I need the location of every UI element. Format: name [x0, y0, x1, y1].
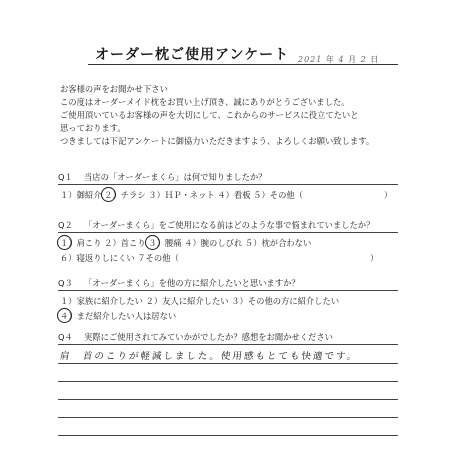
q2-option-2[interactable]: ２）首こり — [104, 238, 146, 248]
answer-line — [58, 363, 398, 364]
date-day-label: 日 — [370, 55, 380, 64]
q1-question — [58, 171, 267, 183]
q4-rule — [58, 344, 398, 345]
date — [298, 54, 379, 65]
q3-options-row2 — [60, 310, 176, 322]
q2-option-1-circled[interactable]: １ — [60, 238, 69, 248]
intro-line: つきましては下記アンケートに御協力いただきますよう、よろしくお願い致します。 — [60, 136, 375, 146]
q2-number: Q２ — [58, 220, 73, 230]
q1-options — [60, 189, 303, 201]
q2-option-7[interactable]: ７その他（ — [137, 253, 179, 263]
q2-options-row2 — [60, 252, 179, 264]
q1-option-4[interactable]: ４）看板 — [217, 190, 251, 200]
q3-option-2[interactable]: ２）友人に紹介したい — [145, 296, 229, 306]
intro-line: 思っております。 — [60, 123, 126, 133]
q3-option-1[interactable]: １）家族に紹介したい — [60, 296, 143, 306]
q3-option-3[interactable]: ３）その他の方に紹介したい — [231, 296, 340, 306]
intro-line: この度はオーダーメイド枕をお買い上げ頂き、誠にありがとうございました。 — [60, 97, 350, 107]
date-month-label: 月 — [348, 55, 358, 64]
q2-option-4[interactable]: ４）腕のしびれ — [184, 238, 243, 248]
q4-handwritten-answer[interactable]: 肩 首のこりが軽減しました。使用感もとても快適です。 — [59, 351, 359, 362]
date-day: 2 — [360, 55, 367, 64]
q3-rule — [58, 290, 398, 291]
q3-text: 「オーダーまくら」を他の方に紹介したいと思いますか？ — [84, 278, 300, 288]
date-month: 4 — [338, 55, 345, 64]
date-year-label: 年 — [325, 55, 335, 64]
q2-options-row1 — [60, 237, 311, 249]
q2-question — [58, 219, 374, 231]
intro-line: お客様の声をお聞かせ下さい — [60, 84, 168, 94]
answer-line — [58, 399, 398, 400]
q1-option-2[interactable]: ）チラシ — [112, 190, 146, 200]
answer-line — [58, 417, 398, 418]
q2-option-1[interactable]: ）肩こり — [68, 238, 102, 248]
q1-rule — [58, 184, 398, 185]
q2-option-3[interactable]: ）腰痛 — [156, 238, 182, 248]
intro-line: ご使用頂いているお客様の声を大切にして、これからのサービスに役立てたいと — [60, 110, 359, 120]
q4-question — [58, 331, 333, 343]
date-year: 2021 — [298, 55, 323, 64]
q4-text: 実際にご使用されてみていかがでしたか？感想をお聞かせください — [84, 332, 333, 342]
q1-option-1[interactable]: １）御紹介 — [60, 190, 102, 200]
q3-question — [58, 277, 300, 289]
q4-number: Q４ — [58, 332, 73, 342]
q1-option-5[interactable]: ５）その他（ — [253, 190, 303, 200]
q1-number: Q１ — [58, 172, 73, 182]
q3-number: Q３ — [58, 278, 73, 288]
intro-text — [60, 83, 440, 148]
q3-option-4[interactable]: ）まだ紹介したい人は居ない — [68, 311, 177, 321]
q1-text: 当店の「オーダーまくら」は何で知りましたか？ — [84, 172, 267, 182]
q2-option-5[interactable]: ５）枕が合わない — [244, 238, 312, 248]
q2-option-3-circled[interactable]: ３ — [148, 238, 157, 248]
q2-text: 「オーダーまくら」をご使用になる前はどのような事で悩まれていましたか？ — [84, 220, 375, 230]
answer-line — [58, 381, 398, 382]
q1-option-3[interactable]: ３）ＨＰ・ネット — [148, 190, 215, 200]
q2-option-6[interactable]: ６）寝返りしにくい — [60, 253, 135, 263]
q2-rule — [58, 232, 398, 233]
q3-option-4-circled[interactable]: ４ — [60, 311, 69, 321]
q3-options-row1 — [60, 295, 339, 307]
q1-close-paren: ） — [384, 190, 393, 200]
q2-close-paren: ） — [370, 253, 379, 263]
survey-title: オーダー枕ご使用アンケート — [95, 47, 290, 63]
answer-line — [58, 435, 398, 436]
q1-option-2-circled[interactable]: ２ — [104, 190, 113, 200]
